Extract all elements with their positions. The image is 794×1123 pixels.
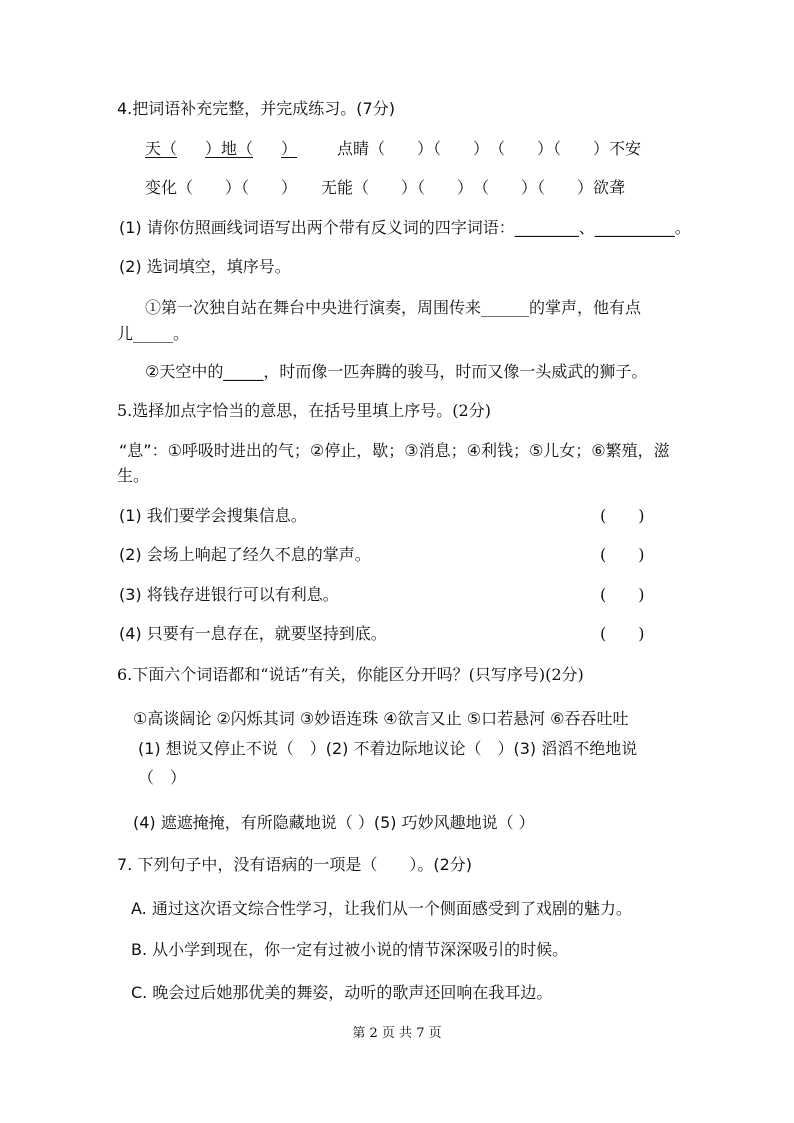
q5-answer-paren-4[interactable]: ( ) xyxy=(600,624,645,643)
q6-line2: （ ） xyxy=(138,768,187,787)
q6-line1: (1) 想说又停止不说（ ）(2) 不着边际地议论（ ）(3) 滔滔不绝地说 xyxy=(138,739,638,758)
q4-heading: 4.把词语补充完整，并完成练习。(7分) xyxy=(117,99,395,118)
q5-heading: 5.选择加点字恰当的意思，在括号里填上序号。(2分) xyxy=(117,401,491,420)
q5-answer-paren-3[interactable]: ( ) xyxy=(600,585,645,604)
q4-row2: 变化（ ）（ ） 无能（ ）（ ） （ ）（ ）欲聋 xyxy=(145,178,626,197)
q4-sub1: (1) 请你仿照画线词语写出两个带有反义词的四字词语：________、__________。 xyxy=(119,218,691,237)
q5-definition-line2: 生。 xyxy=(117,466,150,485)
q5-answer-paren-2[interactable]: ( ) xyxy=(600,545,645,564)
q5-answer-paren-1[interactable]: ( ) xyxy=(600,506,645,525)
q4-row1-part1: 天（ xyxy=(145,139,178,158)
q7-option-c: C. 晚会过后她那优美的舞姿，动听的歌声还回响在我耳边。 xyxy=(131,983,553,1002)
q4-sentence2: ②天空中的_____，时而像一匹奔腾的骏马，时而又像一头威武的狮子。 xyxy=(145,362,648,381)
q6-heading: 6.下面六个词语都和“说话”有关，你能区分开吗？(只写序号)(2分) xyxy=(117,665,584,684)
q5-item-3: (3) 将钱存进银行可以有利息。 xyxy=(119,585,339,604)
q4-row1-underlined xyxy=(145,139,297,159)
q4-sentence1-line2: 儿_____。 xyxy=(117,324,190,343)
q7-option-a: A. 通过这次语文综合性学习，让我们从一个侧面感受到了戏剧的魅力。 xyxy=(131,899,632,918)
q7-heading: 7. 下列句子中，没有语病的一项是（ ）。(2分) xyxy=(117,855,473,874)
q5-item-1: (1) 我们要学会搜集信息。 xyxy=(119,506,307,525)
q4-row1-part3: ） xyxy=(281,139,298,158)
q4-sentence1-line1: ①第一次独自站在舞台中央进行演奏，周围传来______的掌声，他有点 xyxy=(145,298,642,317)
q6-options: ①高谈阔论 ②闪烁其词 ③妙语连珠 ④欲言又止 ⑤口若悬河 ⑥吞吞吐吐 xyxy=(133,709,629,728)
q4-row1-part2: ）地（ xyxy=(205,139,254,158)
q6-line3: (4) 遮遮掩掩，有所隐藏地说（ ）(5) 巧妙风趣地说（ ） xyxy=(133,813,535,832)
q5-item-2: (2) 会场上响起了经久不息的掌声。 xyxy=(119,545,371,564)
q4-row1-rest: 点睛（ ）（ ） （ ）（ ）不安 xyxy=(337,139,642,158)
q5-item-4: (4) 只要有一息存在，就要坚持到底。 xyxy=(119,624,387,643)
q5-definition-line1: “息”：①呼吸时进出的气；②停止，歇；③消息；④利钱；⑤儿女；⑥繁殖，滋 xyxy=(119,441,670,460)
page-footer: 第 2 页 共 7 页 xyxy=(352,1026,442,1041)
q7-option-b: B. 从小学到现在，你一定有过被小说的情节深深吸引的时候。 xyxy=(131,940,569,959)
q4-sub2: (2) 选词填空，填序号。 xyxy=(119,257,291,276)
